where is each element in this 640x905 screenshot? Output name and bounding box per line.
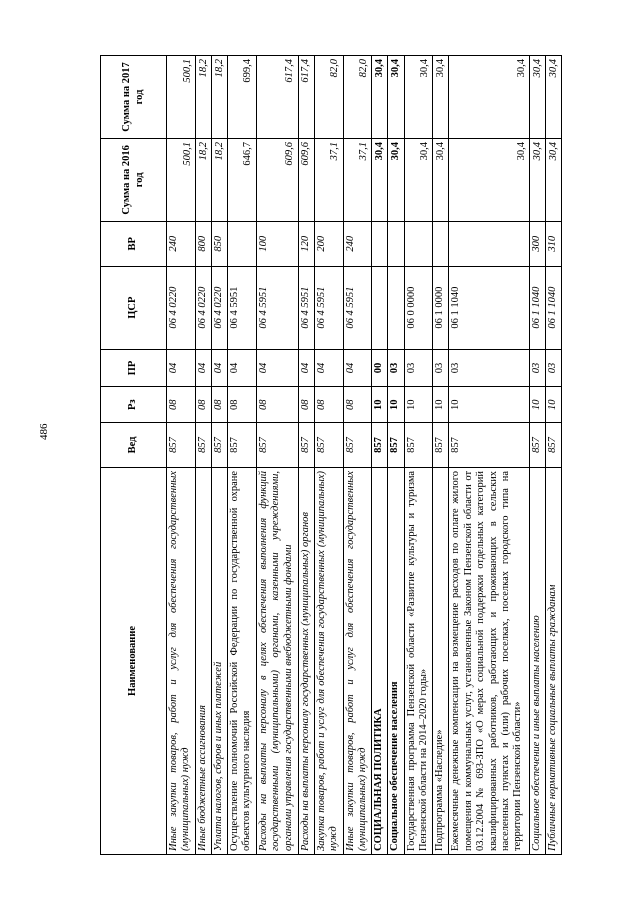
cell-sum2017: 30,4 xyxy=(388,56,404,139)
cell-ved: 857 xyxy=(388,422,404,467)
cell-sum2016: 30,4 xyxy=(529,138,545,221)
table-row xyxy=(388,56,404,855)
cell-sum2016: 18,2 xyxy=(195,138,211,221)
cell-csr: 06 1 1040 xyxy=(529,266,545,349)
cell-csr: 06 4 5951 xyxy=(314,266,343,349)
cell-csr: 06 4 0220 xyxy=(211,266,227,349)
cell-sum2016: 18,2 xyxy=(211,138,227,221)
cell-sum2016: 37,1 xyxy=(343,138,372,221)
cell-vr: 200 xyxy=(314,221,343,266)
cell-pr: 04 xyxy=(195,349,211,387)
cell-vr: 240 xyxy=(343,221,372,266)
table-row xyxy=(195,56,211,855)
cell-sum2017: 617,4 xyxy=(256,56,298,139)
cell-ved: 857 xyxy=(343,422,372,467)
cell-vr: 240 xyxy=(167,221,196,266)
cell-sum2017: 500,1 xyxy=(167,56,196,139)
cell-sum2016: 646,7 xyxy=(227,138,256,221)
cell-sum2017: 82,0 xyxy=(343,56,372,139)
cell-name: СОЦИАЛЬНАЯ ПОЛИТИКА xyxy=(372,467,388,854)
cell-name: Иные закупки товаров, работ и услуг для обеспечения государственных (муниципальных) нужд xyxy=(343,467,372,854)
cell-rz: 08 xyxy=(227,387,256,423)
cell-csr: 06 4 5951 xyxy=(256,266,298,349)
table-row xyxy=(211,56,227,855)
cell-csr: 06 1 0000 xyxy=(433,266,449,349)
cell-name: Социальное обеспечение населения xyxy=(388,467,404,854)
cell-csr: 06 4 5951 xyxy=(343,266,372,349)
cell-pr: 03 xyxy=(545,349,561,387)
cell-ved: 857 xyxy=(256,422,298,467)
cell-pr: 04 xyxy=(314,349,343,387)
cell-csr xyxy=(372,266,388,349)
cell-rz: 08 xyxy=(195,387,211,423)
cell-rz: 08 xyxy=(167,387,196,423)
cell-csr: 06 4 5951 xyxy=(298,266,314,349)
cell-name: Осуществление полномочий Российской Федерации по государственной охране объектов культурного наследия xyxy=(227,467,256,854)
cell-name: Социальное обеспечение и иные выплаты населению xyxy=(529,467,545,854)
table-row xyxy=(449,56,529,855)
cell-csr: 06 4 5951 xyxy=(227,266,256,349)
cell-ved: 857 xyxy=(195,422,211,467)
table-row xyxy=(404,56,433,855)
cell-pr: 03 xyxy=(404,349,433,387)
table-row xyxy=(372,56,388,855)
cell-pr: 04 xyxy=(167,349,196,387)
cell-rz: 10 xyxy=(433,387,449,423)
header-rz: Рз xyxy=(101,387,167,423)
cell-sum2016: 609,6 xyxy=(256,138,298,221)
cell-ved: 857 xyxy=(545,422,561,467)
cell-sum2017: 30,4 xyxy=(545,56,561,139)
header-csr: ЦСР xyxy=(101,266,167,349)
cell-sum2016: 30,4 xyxy=(372,138,388,221)
cell-name: Публичные нормативные социальные выплаты гражданам xyxy=(545,467,561,854)
cell-rz: 10 xyxy=(372,387,388,423)
cell-ved: 857 xyxy=(314,422,343,467)
cell-csr: 06 4 0220 xyxy=(195,266,211,349)
cell-rz: 08 xyxy=(256,387,298,423)
table-row xyxy=(433,56,449,855)
table-header-row xyxy=(101,56,167,855)
cell-vr: 310 xyxy=(545,221,561,266)
cell-pr: 03 xyxy=(529,349,545,387)
cell-rz: 08 xyxy=(314,387,343,423)
table-row xyxy=(529,56,545,855)
cell-name: Иные закупки товаров, работ и услуг для обеспечения государственных (муниципальных) нужд xyxy=(167,467,196,854)
cell-pr: 04 xyxy=(211,349,227,387)
cell-rz: 10 xyxy=(404,387,433,423)
cell-vr xyxy=(372,221,388,266)
table-row xyxy=(545,56,561,855)
cell-sum2016: 30,4 xyxy=(388,138,404,221)
cell-rz: 10 xyxy=(388,387,404,423)
cell-pr: 04 xyxy=(227,349,256,387)
cell-sum2017: 699,4 xyxy=(227,56,256,139)
header-ved: Вед xyxy=(101,422,167,467)
cell-name: Ежемесячные денежные компенсации на возмещение расходов по оплате жилого помещения и коммунальных услуг, установленные Законом Пензенской области от 03.12.2004 № 693-ЗПО «О мерах социальной поддержки отдельных категорий квалифицированных работников, работающих и проживающих в сельских населенных пунктах и (или) рабочих поселках, поселках городского типа на территории Пензенской области» xyxy=(449,467,529,854)
cell-ved: 857 xyxy=(529,422,545,467)
cell-ved: 857 xyxy=(449,422,529,467)
page-number: 486 xyxy=(38,423,50,440)
cell-pr: 03 xyxy=(449,349,529,387)
table-body xyxy=(167,56,562,855)
cell-pr: 04 xyxy=(298,349,314,387)
cell-vr xyxy=(388,221,404,266)
cell-sum2017: 30,4 xyxy=(433,56,449,139)
cell-name: Подпрограмма «Наследие» xyxy=(433,467,449,854)
cell-name: Иные бюджетные ассигнования xyxy=(195,467,211,854)
cell-rz: 10 xyxy=(529,387,545,423)
cell-vr xyxy=(433,221,449,266)
header-pr: ПР xyxy=(101,349,167,387)
cell-sum2017: 82,0 xyxy=(314,56,343,139)
cell-sum2017: 30,4 xyxy=(404,56,433,139)
cell-vr xyxy=(449,221,529,266)
cell-ved: 857 xyxy=(167,422,196,467)
cell-rz: 08 xyxy=(298,387,314,423)
cell-ved: 857 xyxy=(404,422,433,467)
cell-sum2016: 30,4 xyxy=(433,138,449,221)
cell-sum2016: 30,4 xyxy=(449,138,529,221)
cell-pr: 03 xyxy=(433,349,449,387)
budget-table xyxy=(100,55,562,855)
cell-ved: 857 xyxy=(372,422,388,467)
cell-sum2017: 18,2 xyxy=(195,56,211,139)
cell-sum2017: 617,4 xyxy=(298,56,314,139)
cell-csr: 06 1 1040 xyxy=(449,266,529,349)
cell-ved: 857 xyxy=(433,422,449,467)
cell-csr: 06 1 1040 xyxy=(545,266,561,349)
cell-name: Расходы на выплаты персоналу в целях обеспечения выполнения функций государственными (муниципальными) органами, казенными учреждениями, органами управления государственными внебюджетными фондами xyxy=(256,467,298,854)
cell-name: Закупка товаров, работ и услуг для обеспечения государственных (муниципальных) нужд xyxy=(314,467,343,854)
cell-sum2017: 18,2 xyxy=(211,56,227,139)
cell-vr xyxy=(404,221,433,266)
cell-csr xyxy=(388,266,404,349)
table-row xyxy=(227,56,256,855)
cell-vr xyxy=(227,221,256,266)
cell-rz: 08 xyxy=(211,387,227,423)
cell-csr: 06 0 0000 xyxy=(404,266,433,349)
cell-pr: 03 xyxy=(388,349,404,387)
header-sum-2016: Сумма на 2016 год xyxy=(101,138,167,221)
cell-sum2016: 30,4 xyxy=(404,138,433,221)
cell-vr: 300 xyxy=(529,221,545,266)
header-name: Наименование xyxy=(101,467,167,854)
cell-rz: 10 xyxy=(545,387,561,423)
cell-ved: 857 xyxy=(298,422,314,467)
table-row xyxy=(314,56,343,855)
cell-pr: 04 xyxy=(343,349,372,387)
cell-name: Государственная программа Пензенской области «Развитие культуры и туризма Пензенской области на 2014–2020 годы» xyxy=(404,467,433,854)
table-row xyxy=(256,56,298,855)
cell-sum2017: 30,4 xyxy=(449,56,529,139)
cell-sum2016: 30,4 xyxy=(545,138,561,221)
cell-ved: 857 xyxy=(211,422,227,467)
cell-sum2016: 500,1 xyxy=(167,138,196,221)
cell-csr: 06 4 0220 xyxy=(167,266,196,349)
cell-vr: 800 xyxy=(195,221,211,266)
cell-ved: 857 xyxy=(227,422,256,467)
cell-vr: 850 xyxy=(211,221,227,266)
cell-sum2016: 609,6 xyxy=(298,138,314,221)
table-row xyxy=(167,56,196,855)
cell-name: Расходы на выплаты персоналу государственных (муниципальных) органов xyxy=(298,467,314,854)
header-vr: ВР xyxy=(101,221,167,266)
table-row xyxy=(298,56,314,855)
rotated-table-container xyxy=(100,55,562,855)
cell-name: Уплата налогов, сборов и иных платежей xyxy=(211,467,227,854)
header-sum-2017: Сумма на 2017 год xyxy=(101,56,167,139)
cell-pr: 00 xyxy=(372,349,388,387)
cell-rz: 10 xyxy=(449,387,529,423)
cell-vr: 100 xyxy=(256,221,298,266)
cell-sum2016: 37,1 xyxy=(314,138,343,221)
cell-rz: 08 xyxy=(343,387,372,423)
cell-sum2017: 30,4 xyxy=(529,56,545,139)
cell-sum2017: 30,4 xyxy=(372,56,388,139)
table-row xyxy=(343,56,372,855)
cell-pr: 04 xyxy=(256,349,298,387)
cell-vr: 120 xyxy=(298,221,314,266)
